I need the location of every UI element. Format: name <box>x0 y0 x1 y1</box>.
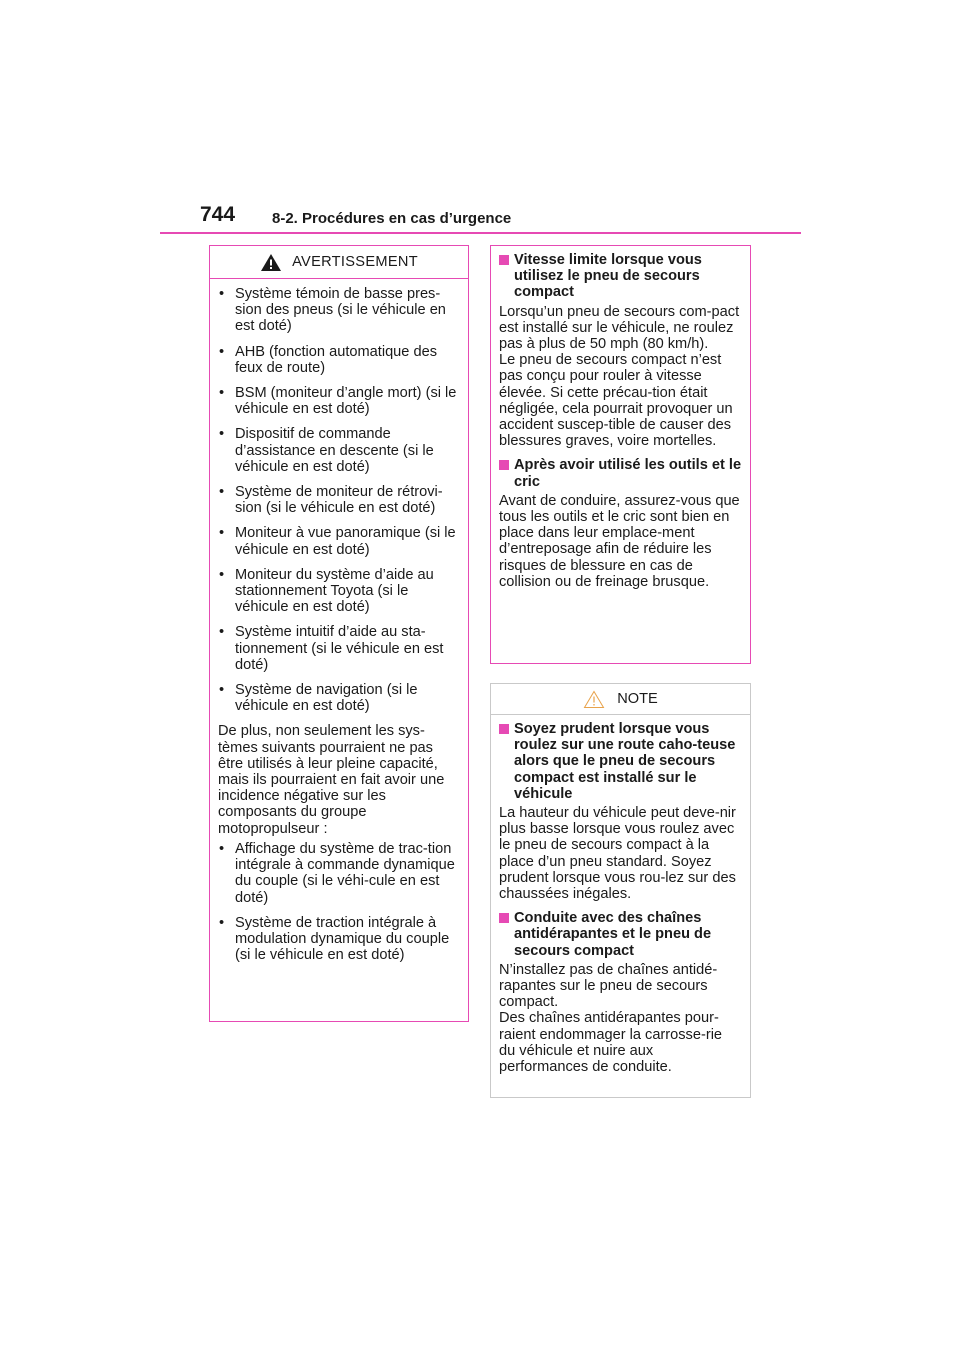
list-item: • Système témoin de basse pres-sion des pneus (si le véhicule en est doté) <box>218 286 458 335</box>
info-heading <box>499 457 742 489</box>
info-paragraph: Lorsqu’un pneu de secours com-pact est installé sur le véhicule, ne roulez pas à plus de 50 mph (80 km/h). <box>499 303 740 353</box>
list-item: • Dispositif de commande d’assistance en descente (si le véhicule en est doté) <box>218 426 458 475</box>
list-item: • Système de traction intégrale à modulation dynamique du couple (si le véhicule en est doté) <box>218 915 458 964</box>
note-heading-text: Soyez prudent lorsque vous roulez sur une route caho-teuse alors que le pneu de secours compact est installé sur le véhicule <box>514 721 736 802</box>
warning-header <box>210 246 468 279</box>
list-item: • Système intuitif d’aide au sta-tionnement (si le véhicule en est doté) <box>218 624 458 673</box>
list-item: • AHB (fonction automatique des feux de route) <box>218 344 458 376</box>
square-bullet-icon <box>499 460 509 470</box>
section-title: 8-2. Procédures en cas d’urgence <box>272 210 512 227</box>
square-bullet-icon <box>499 724 509 734</box>
warning-paragraph: De plus, non seulement les sys-tèmes suivants pourraient ne pas être utilisés à leur pleine capacité, mais ils pourraient en fait avoir une incidence négative sur les composants du groupe motopropulseur : <box>218 723 445 837</box>
list-item: • BSM (moniteur d’angle mort) (si le véhicule en est doté) <box>218 385 458 417</box>
warning-bullet-list-2 <box>218 841 458 963</box>
info-heading-text: Après avoir utilisé les outils et le cric <box>514 457 742 490</box>
warning-bullet-list <box>218 286 458 714</box>
note-header <box>491 684 750 715</box>
page-number: 744 <box>200 203 236 226</box>
list-item: • Affichage du système de trac-tion intégrale à commande dynamique du couple (si le véhi-cule en est doté) <box>218 841 458 906</box>
list-item: • Système de moniteur de rétrovi-sion (si le véhicule en est doté) <box>218 484 458 516</box>
square-bullet-icon <box>499 913 509 923</box>
note-paragraph: La hauteur du véhicule peut deve-nir plus basse lorsque vous roulez avec le pneu de secours compact à la place d’un pneu standard. Soyez prudent lorsque vous rou-lez sur des chaussées inégales. <box>499 805 736 903</box>
note-paragraph: Des chaînes antidérapantes pour-raient endommager la carrosse-rie du véhicule et nuire aux performances de conduite. <box>499 1010 723 1076</box>
note-paragraph: N’installez pas de chaînes antidé-rapantes sur le pneu de secours compact. <box>499 961 718 1011</box>
list-item: • Moniteur du système d’aide au stationnement Toyota (si le véhicule en est doté) <box>218 567 458 616</box>
note-heading <box>499 910 742 959</box>
square-bullet-icon <box>499 255 509 265</box>
note-heading <box>499 721 742 802</box>
info-paragraph: Le pneu de secours compact n’est pas conçu pour rouler à vitesse élevée. Si cette précau-tion était négligée, cela pourrait provoquer un accident suscep-tible de causer des blessures graves, voire mortelles. <box>499 352 733 450</box>
warning-triangle-icon <box>260 253 282 272</box>
note-box <box>490 683 751 1098</box>
info-heading <box>499 252 742 301</box>
warning-title: AVERTISSEMENT <box>292 253 418 270</box>
info-paragraph: Avant de conduire, assurez-vous que tous les outils et le cric sont bien en place dans leur emplace-ment d’entreposage afin de réduire les risques de blessure en cas de collision ou de freinage brusque. <box>499 492 740 590</box>
warning-box <box>209 245 469 1022</box>
caution-triangle-icon <box>583 690 605 709</box>
list-item: • Moniteur à vue panoramique (si le véhicule en est doté) <box>218 525 458 557</box>
header-rule <box>160 232 801 234</box>
note-heading-text: Conduite avec des chaînes antidérapantes et le pneu de secours compact <box>514 910 712 959</box>
page-header <box>200 203 800 233</box>
note-title: NOTE <box>617 690 658 707</box>
info-heading-text: Vitesse limite lorsque vous utilisez le pneu de secours compact <box>514 252 702 301</box>
info-box <box>490 245 751 664</box>
list-item: • Système de navigation (si le véhicule en est doté) <box>218 682 458 714</box>
